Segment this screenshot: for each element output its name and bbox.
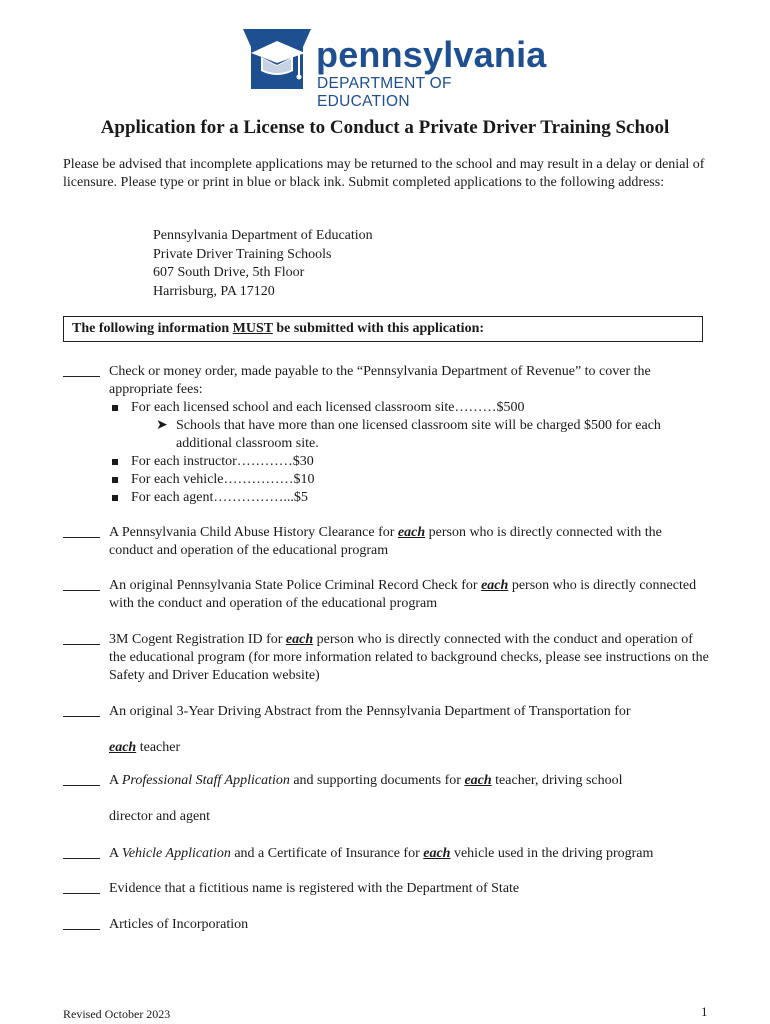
intro-text: Please be advised that incomplete applications may be returned to the school and may result in a delay or denial of licensure. Please type or print in blue or black ink. Submit completed applications to the following address: bbox=[63, 157, 705, 190]
each-emphasis: each bbox=[285, 632, 314, 647]
keystone-graduation-cap-icon bbox=[241, 27, 313, 97]
fee-vehicle-text: For each vehicle……………$10 bbox=[131, 472, 315, 487]
item-text: Articles of Incorporation bbox=[109, 917, 249, 932]
mailing-address bbox=[153, 227, 373, 301]
t: A bbox=[109, 846, 122, 861]
t: and a Certificate of Insurance for bbox=[230, 846, 424, 861]
check-blank[interactable] bbox=[63, 590, 100, 591]
notice-must: MUST bbox=[232, 321, 273, 336]
fee-school bbox=[109, 399, 706, 417]
t: A Pennsylvania Child Abuse History Clearance for bbox=[109, 525, 398, 540]
t: An original Pennsylvania State Police Criminal Record Check for bbox=[109, 578, 482, 593]
check-blank[interactable] bbox=[63, 858, 100, 859]
each-emphasis: each bbox=[481, 578, 509, 593]
item-text bbox=[109, 524, 709, 560]
revision-date: Revised October 2023 bbox=[63, 1007, 171, 1021]
fee-instructor-text: For each instructor…………$30 bbox=[131, 454, 314, 469]
check-blank[interactable] bbox=[63, 537, 100, 538]
bullet-square-icon bbox=[112, 495, 118, 501]
page-number: 1 bbox=[701, 1004, 708, 1019]
fee-agent bbox=[109, 489, 706, 507]
address-line: Pennsylvania Department of Education bbox=[153, 228, 373, 243]
bullet-square-icon bbox=[112, 405, 118, 411]
item-text bbox=[109, 772, 709, 826]
logo-department: DEPARTMENT OF EDUCATION bbox=[317, 75, 452, 110]
t: person who is directly connected with the conduct and operation of the educational program bbox=[109, 525, 662, 558]
item-text: Check or money order, made payable to the “Pennsylvania Department of Revenue” to cover the appropriate fees: bbox=[109, 364, 651, 397]
address-line: 607 South Drive, 5th Floor bbox=[153, 265, 305, 280]
check-blank[interactable] bbox=[63, 929, 100, 930]
pa-education-logo bbox=[241, 27, 547, 110]
t: teacher bbox=[136, 740, 181, 755]
each-emphasis: each bbox=[423, 846, 451, 861]
fee-agent-text: For each agent……………...$5 bbox=[131, 490, 308, 505]
notice-text-end: be submitted with this application: bbox=[272, 321, 485, 336]
t-line1 bbox=[109, 772, 709, 790]
intro-paragraph bbox=[63, 156, 713, 192]
address-line: Harrisburg, PA 17120 bbox=[153, 283, 275, 299]
each-emphasis: each bbox=[464, 773, 492, 788]
page-title: Application for a License to Conduct a Private Driver Training School bbox=[100, 117, 670, 138]
item-text bbox=[109, 631, 709, 685]
item-text bbox=[109, 845, 709, 863]
staff-app-title: Professional Staff Application bbox=[121, 773, 290, 788]
t: teacher, driving school bbox=[491, 773, 623, 788]
t: person who is directly connected with the conduct and operation of the educational program (for more information related to background checks, please see instructions on the Safety and Driver Education website) bbox=[109, 632, 709, 683]
check-blank[interactable] bbox=[63, 893, 100, 894]
t: A bbox=[109, 773, 122, 788]
t: and supporting documents for bbox=[289, 773, 465, 788]
check-blank[interactable] bbox=[63, 376, 100, 377]
fee-sub-text: Schools that have more than one licensed classroom site will be charged $500 for each additional classroom site. bbox=[176, 418, 661, 451]
address-line: Private Driver Training Schools bbox=[153, 246, 332, 262]
fee-vehicle bbox=[109, 471, 706, 489]
check-blank[interactable] bbox=[63, 644, 100, 645]
each-emphasis: each bbox=[397, 525, 426, 540]
t-line2 bbox=[109, 739, 709, 757]
item-text bbox=[109, 577, 709, 613]
fee-instructor bbox=[109, 453, 706, 471]
fee-school-sub bbox=[109, 417, 706, 453]
each-emphasis: each bbox=[109, 740, 137, 755]
check-blank[interactable] bbox=[63, 716, 100, 717]
vehicle-app-title: Vehicle Application bbox=[121, 846, 231, 861]
check-blank[interactable] bbox=[63, 785, 100, 786]
bullet-square-icon bbox=[112, 459, 118, 465]
t: 3M Cogent Registration ID for bbox=[109, 632, 286, 647]
t: vehicle used in the driving program bbox=[450, 846, 654, 861]
fee-list bbox=[109, 399, 706, 507]
t: person who is directly connected with the conduct and operation of the educational program bbox=[109, 578, 697, 611]
bullet-square-icon bbox=[112, 477, 118, 483]
logo-wordmark: pennsylvania bbox=[316, 34, 547, 75]
item-text: Evidence that a fictitious name is registered with the Department of State bbox=[109, 881, 520, 896]
t-line2: director and agent bbox=[109, 809, 211, 824]
requirements-notice-box bbox=[63, 316, 703, 342]
arrow-bullet-icon: ➤ bbox=[156, 418, 168, 433]
t: An original 3-Year Driving Abstract from the Pennsylvania Department of Transportation for bbox=[109, 704, 631, 719]
item-text bbox=[109, 703, 709, 757]
fee-school-text: For each licensed school and each licensed classroom site………$500 bbox=[131, 400, 525, 415]
notice-text: The following information bbox=[72, 321, 233, 336]
